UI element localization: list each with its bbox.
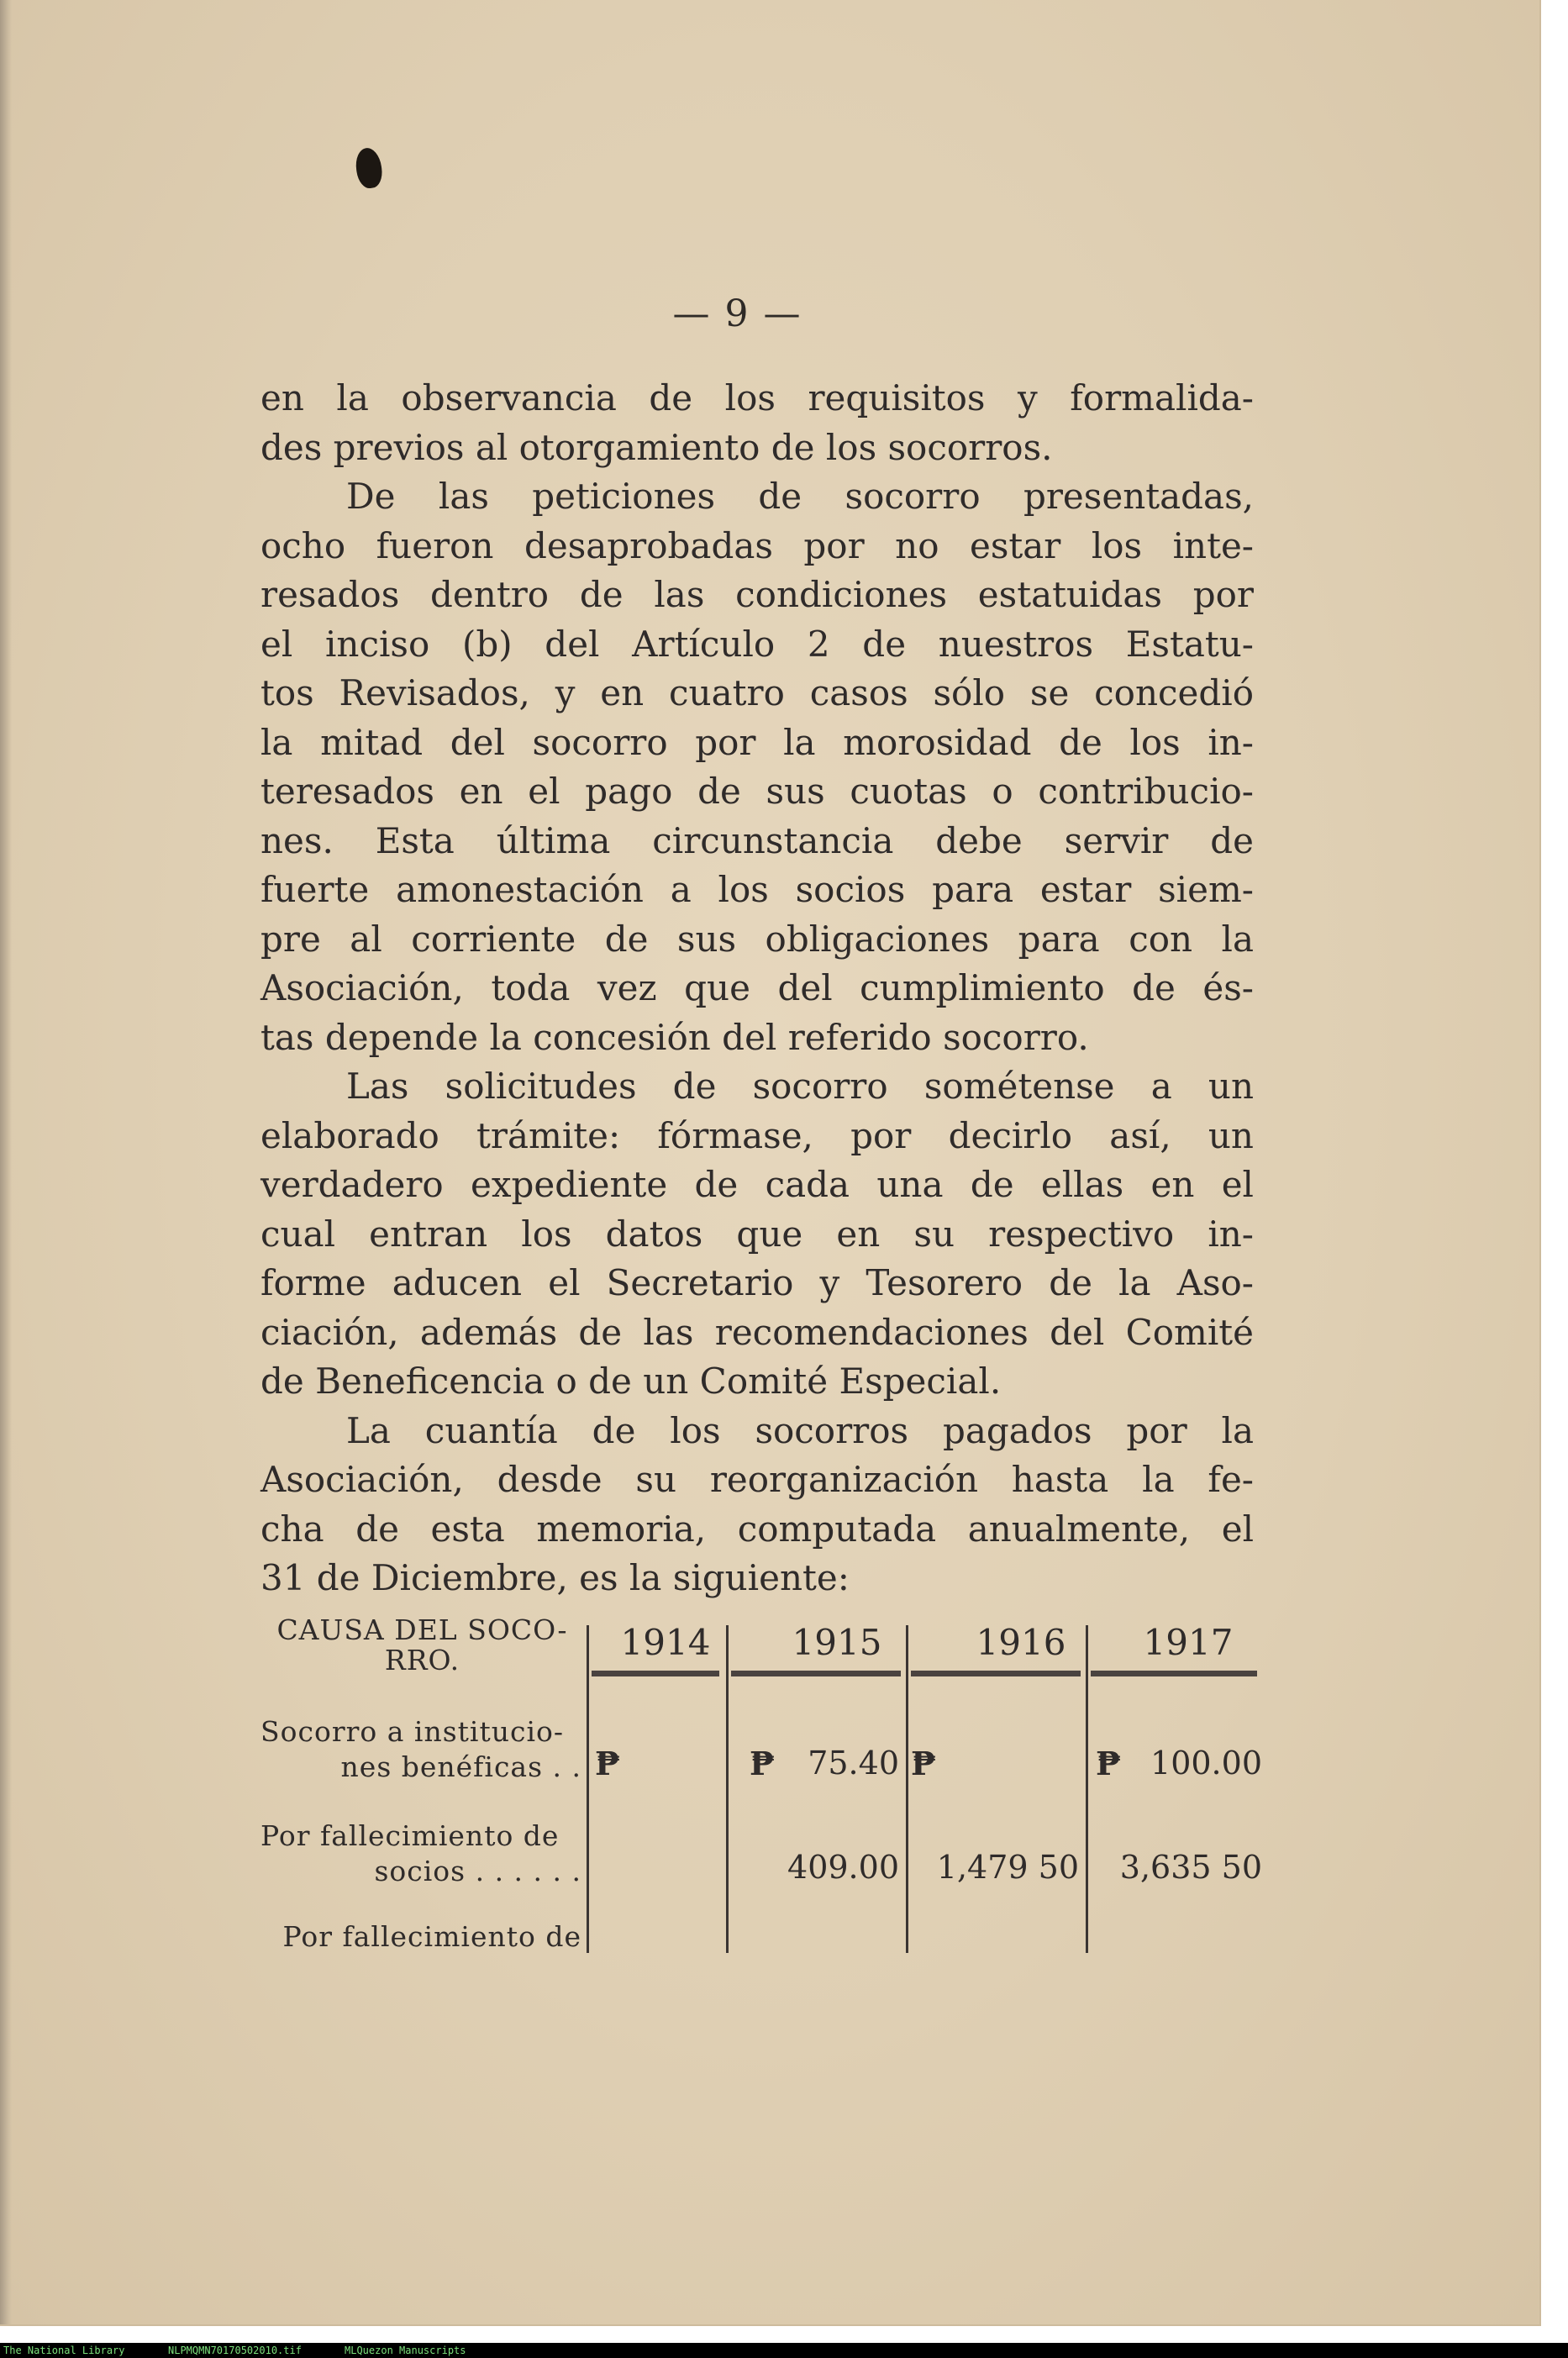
text-line: teresados en el pago de sus cuotas o contribucio- [260,771,1254,812]
text-line: 31 de Diciembre, es la siguiente: [260,1557,850,1598]
footer-file: NLPMQMN70170502010.tif [168,2345,302,2356]
column-divider [1086,1625,1088,1953]
text-line: Asociación, desde su reorganización hasta la fe- [260,1459,1254,1500]
text-line: De las peticiones de socorro presentadas, [346,476,1254,517]
row-label-instituciones: Socorro a institucio- nes benéficas . . [260,1715,581,1783]
scan-footer [0,2343,1568,2358]
page-number: — 9 — [672,292,802,335]
footer-library: The National Library [3,2345,125,2356]
peso-sign: ₱ [750,1745,776,1782]
text-line: des previos al otorgamiento de los socorros. [260,426,1053,468]
year-header-1914: 1914 [620,1622,711,1663]
year-header-1917: 1917 [1143,1622,1234,1663]
row-label-fallecimiento: Por fallecimiento de [282,1920,581,1953]
footer-collection: MLQuezon Manuscripts [345,2345,466,2356]
header-rule [911,1671,1081,1676]
text-line: tos Revisados, y en cuatro casos sólo se concedió [260,672,1254,713]
text-line: cha de esta memoria, computada anualmente, el [260,1508,1254,1550]
text-line: verdadero expediente de cada una de ellas en el [260,1164,1254,1205]
text-line: en la observancia de los requisitos y formalida- [260,377,1254,418]
cell-1915-socios: 409.00 [787,1849,899,1886]
text-line: la mitad del socorro por la morosidad de los in- [260,721,1254,763]
text-line: de Beneficencia o de un Comité Especial. [260,1361,1002,1402]
peso-sign: ₱ [911,1745,937,1782]
text-line: ciación, además de las recomendaciones del Comité [260,1311,1254,1353]
text-line: tas depende la concesión del referido socorro. [260,1016,1089,1058]
text-line: nes. Esta última circunstancia debe servir de [260,819,1254,861]
column-divider [906,1625,908,1953]
header-rule [1091,1671,1257,1676]
text-line: pre al corriente de sus obligaciones para con la [260,918,1254,960]
header-rule [592,1671,719,1676]
column-divider [587,1625,589,1953]
year-header-1916: 1916 [976,1622,1066,1663]
column-divider [726,1625,729,1953]
peso-sign: ₱ [595,1745,621,1782]
text-line: forme aducen el Secretario y Tesorero de la Aso- [260,1262,1254,1303]
text-line: Asociación, toda vez que del cumplimiento de és- [260,967,1254,1008]
text-line: el inciso (b) del Artículo 2 de nuestros Estatu- [260,623,1254,665]
text-line: ocho fueron desaprobadas por no estar los inte- [260,524,1254,566]
text-line: elaborado trámite: fórmase, por decirlo así, un [260,1114,1254,1156]
text-line: cual entran los datos que en su respectivo in- [260,1213,1254,1255]
peso-sign: ₱ [1096,1745,1122,1782]
text-line: Las solicitudes de socorro sométense a un [346,1066,1254,1107]
header-rule [731,1671,901,1676]
cell-1917-instituciones: 100.00 [1150,1745,1262,1782]
text-line: fuerte amonestación a los socios para estar siem- [260,869,1254,910]
body-text [260,374,1254,1603]
page-binding-edge [0,0,12,2324]
relief-table [260,1612,1260,1956]
header-cause: CAUSA DEL SOCO- RRO. [276,1613,568,1676]
row-label-fallecimiento-socios: Por fallecimiento de socios . . . . . . [260,1819,581,1887]
text-line: resados dentro de las condiciones estatuidas por [260,574,1254,615]
text-line: La cuantía de los socorros pagados por la [346,1409,1254,1451]
year-header-1915: 1915 [792,1622,882,1663]
cell-1917-socios: 3,635 50 [1119,1849,1262,1886]
cell-1915-instituciones: 75.40 [808,1745,899,1782]
cell-1916-socios: 1,479 50 [936,1849,1079,1886]
